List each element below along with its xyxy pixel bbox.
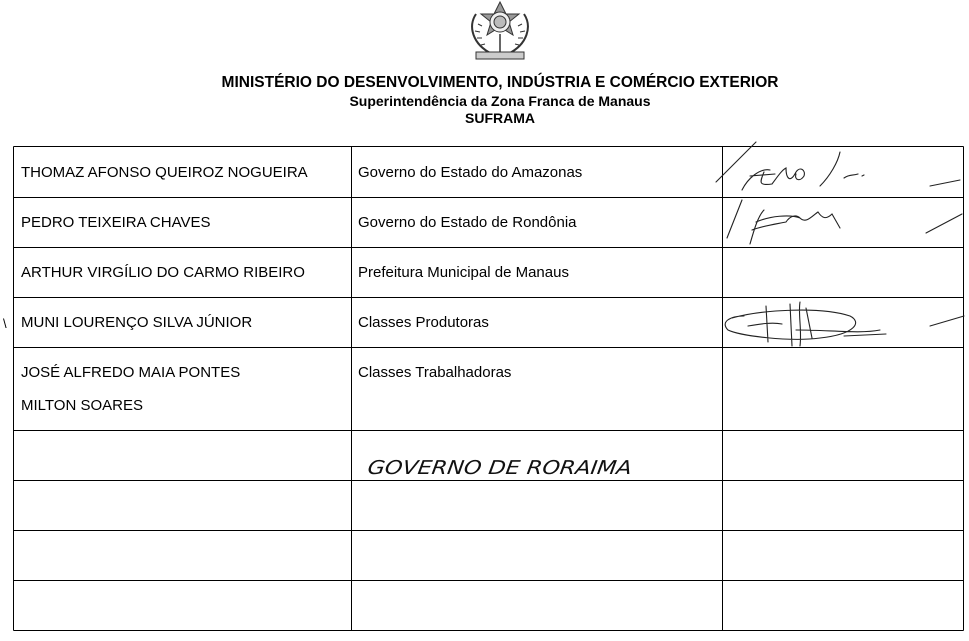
pen-stroke xyxy=(926,214,962,233)
agency-heading: Superintendência da Zona Franca de Manaus xyxy=(349,93,651,109)
margin-mark: \ xyxy=(3,316,7,331)
pen-stroke xyxy=(716,142,756,182)
member-entity: Prefeitura Municipal de Manaus xyxy=(358,264,569,281)
member-entity: Governo do Estado do Amazonas xyxy=(358,164,583,181)
member-name: ARTHUR VIRGÍLIO DO CARMO RIBEIRO xyxy=(21,264,305,281)
signature xyxy=(750,210,840,244)
member-name: THOMAZ AFONSO QUEIROZ NOGUEIRA xyxy=(21,164,308,181)
member-name: JOSÉ ALFREDO MAIA PONTES xyxy=(21,364,241,381)
handwritten-entity xyxy=(366,452,636,480)
signature xyxy=(742,152,864,190)
member-name: MUNI LOURENÇO SILVA JÚNIOR xyxy=(21,314,253,331)
member-entity: Classes Produtoras xyxy=(358,314,489,331)
member-name: PEDRO TEIXEIRA CHAVES xyxy=(21,214,211,231)
member-name: MILTON SOARES xyxy=(21,397,143,414)
handwritten-entity-text: GOVERNO DE RORAIMA xyxy=(366,456,595,479)
ministry-heading: MINISTÉRIO DO DESENVOLVIMENTO, INDÚSTRIA E COMÉRCIO EXTERIOR xyxy=(221,74,779,91)
pen-stroke xyxy=(727,200,742,238)
brazil-coat-of-arms-emblem xyxy=(462,0,538,64)
pen-stroke xyxy=(930,180,960,186)
member-entity: Governo do Estado de Rondônia xyxy=(358,214,577,231)
acronym-heading: SUFRAMA xyxy=(465,110,535,126)
signature xyxy=(725,302,886,346)
pen-stroke xyxy=(930,316,964,326)
member-entity: Classes Trabalhadoras xyxy=(358,364,512,381)
